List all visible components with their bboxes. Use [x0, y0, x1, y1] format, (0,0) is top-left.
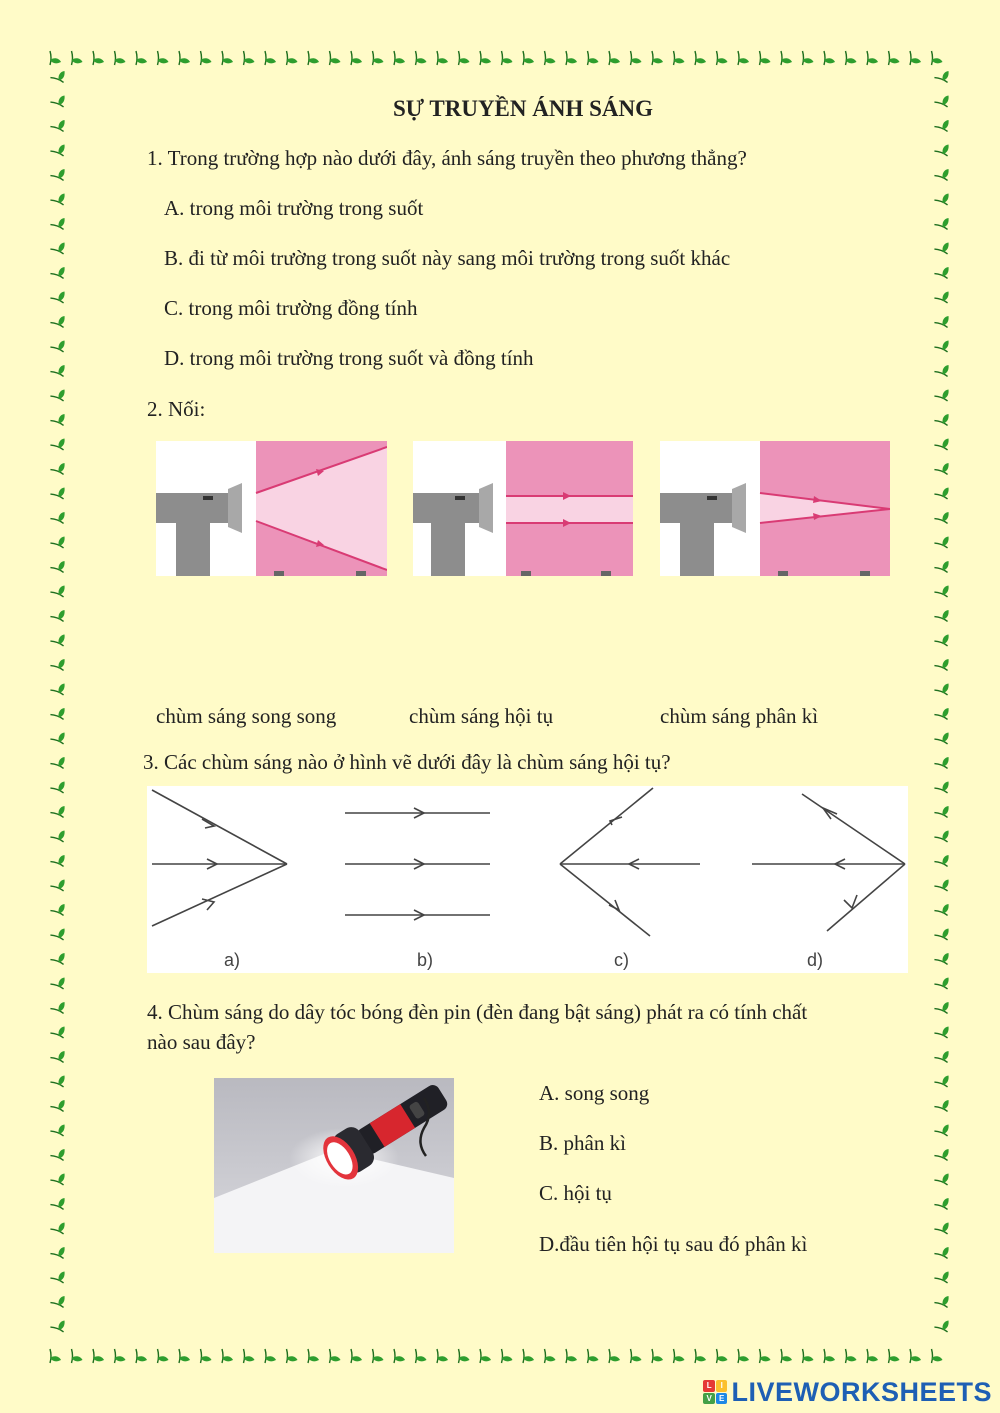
q1-option-b[interactable]: B. đi từ môi trường trong suốt này sang môi trường trong suốt khác [164, 246, 731, 270]
q1-option-d[interactable]: D. trong môi trường trong suốt và đồng tính [164, 346, 534, 370]
q4-option-b[interactable]: B. phân kì [539, 1131, 626, 1155]
vine-bottom-border [50, 1349, 943, 1363]
diagram-b-label: b) [417, 950, 434, 970]
logo-letter-v: V [703, 1393, 715, 1405]
liveworksheets-logo-icon [703, 1380, 727, 1404]
q2-question: 2. Nối: [147, 397, 206, 421]
vine-left-border [50, 67, 67, 1332]
flashlight-photo [214, 1078, 454, 1253]
q2-label-converging[interactable]: chùm sáng hội tụ [409, 704, 554, 728]
q4-question-line1: 4. Chùm sáng do dây tóc bóng đèn pin (đèn đang bật sáng) phát ra có tính chất [147, 1000, 808, 1024]
diagram-c-label: c) [614, 950, 629, 970]
q1-question: 1. Trong trường hợp nào dưới đây, ánh sáng truyền theo phương thẳng? [147, 146, 747, 170]
q4-option-d[interactable]: D.đầu tiên hội tụ sau đó phân kì [539, 1232, 808, 1256]
q3-beam-diagrams [147, 786, 908, 973]
q4-option-c[interactable]: C. hội tụ [539, 1181, 612, 1205]
logo-letter-e: E [716, 1393, 728, 1405]
vine-top-border [50, 51, 943, 65]
beam-image-parallel [413, 441, 633, 576]
q2-label-parallel[interactable]: chùm sáng song song [156, 704, 337, 728]
diagram-d-label: d) [807, 950, 824, 970]
q4-option-a[interactable]: A. song song [539, 1081, 650, 1105]
vine-right-border [934, 67, 951, 1332]
liveworksheets-logo[interactable] [703, 1377, 992, 1407]
logo-letter-l: L [703, 1380, 715, 1392]
worksheet-title: SỰ TRUYỀN ÁNH SÁNG [392, 96, 654, 121]
q2-label-diverging[interactable]: chùm sáng phân kì [660, 704, 819, 728]
q3-question: 3. Các chùm sáng nào ở hình vẽ dưới đây là chùm sáng hội tụ? [143, 750, 671, 774]
beam-image-converging [660, 441, 890, 576]
q1-option-a[interactable]: A. trong môi trường trong suốt [164, 196, 424, 220]
q4-question-line2: nào sau đây? [147, 1030, 256, 1054]
logo-letter-i: I [716, 1380, 728, 1392]
q1-option-c[interactable]: C. trong môi trường đồng tính [164, 296, 418, 320]
diagram-a-label: a) [224, 950, 241, 970]
beam-image-diverging [156, 441, 387, 576]
liveworksheets-brand-text: LIVEWORKSHEETS [731, 1376, 992, 1407]
